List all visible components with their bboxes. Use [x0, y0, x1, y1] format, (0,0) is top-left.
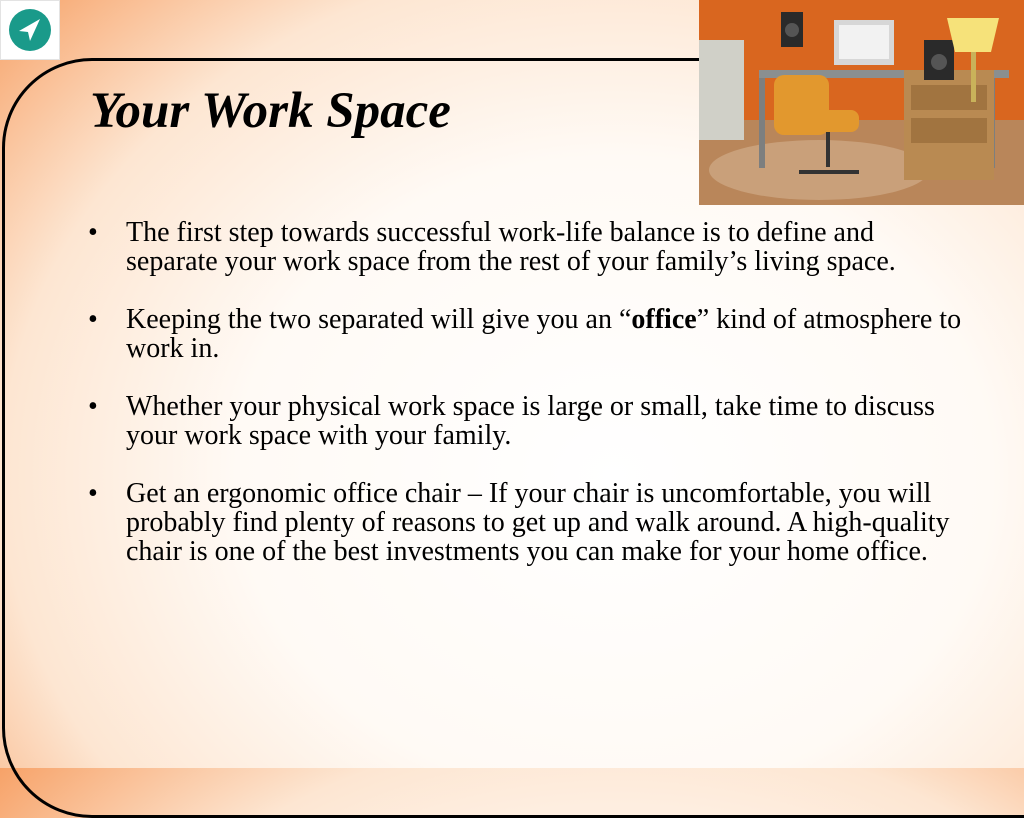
- bullet-text: Get an ergonomic office chair – If your chair is uncomfortable, you will probably find plenty of reasons to get up and walk around. A high-quality chair is one of the best investments you can make for your home office.: [126, 478, 950, 567]
- list-item: [88, 305, 968, 363]
- bullet-bold-word: office: [631, 304, 697, 335]
- bullet-text-after: ” kind of atmosphere to work in.: [126, 304, 962, 364]
- bullet-marker: •: [88, 391, 98, 422]
- bullet-list: [88, 218, 968, 595]
- paper-plane-logo-icon: [6, 6, 54, 54]
- list-item: [88, 392, 968, 450]
- list-item: [88, 479, 968, 566]
- bullet-text: Whether your physical work space is large or small, take time to discuss your work space with your family.: [126, 391, 935, 451]
- list-item: [88, 218, 968, 276]
- page-title: Your Work Space: [90, 83, 451, 139]
- bullet-marker: •: [88, 217, 98, 248]
- bullet-text: The first step towards successful work-life balance is to define and separate your work space from the rest of your family’s living space.: [126, 217, 896, 277]
- bullet-marker: •: [88, 478, 98, 509]
- bullet-text-before: Keeping the two separated will give you an “: [126, 304, 632, 335]
- logo: [0, 0, 60, 60]
- home-office-desk-photo: [699, 0, 1024, 205]
- bullet-marker: •: [88, 304, 98, 335]
